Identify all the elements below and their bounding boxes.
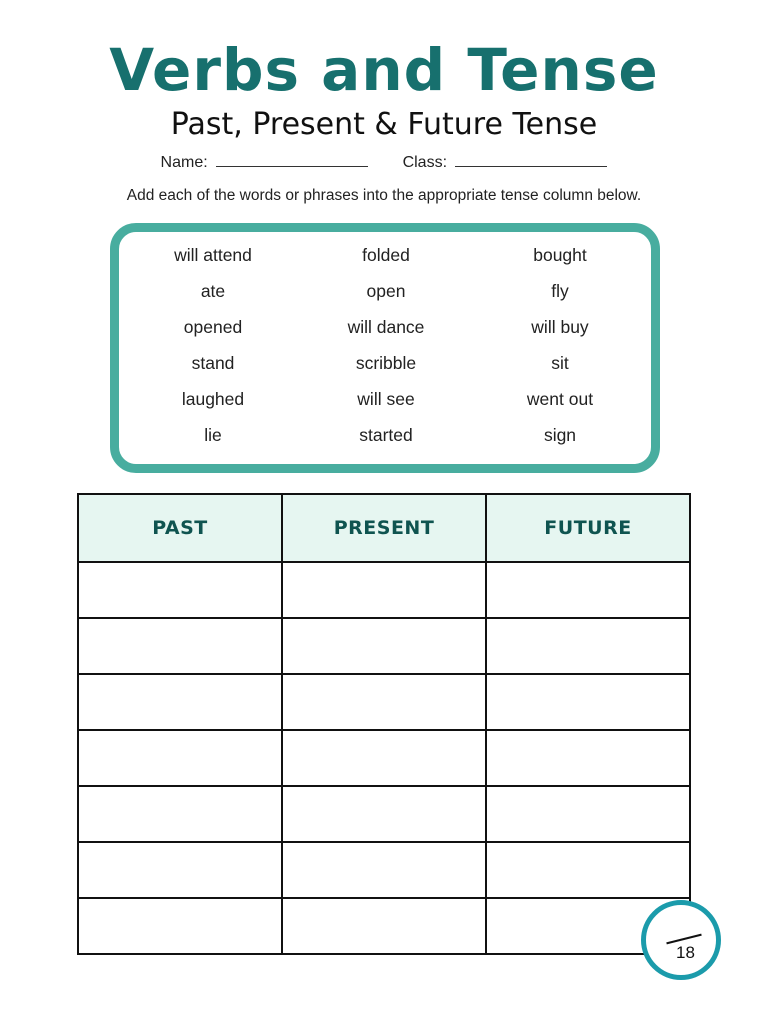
table-cell[interactable] bbox=[282, 898, 486, 954]
table-cell[interactable] bbox=[486, 786, 690, 842]
word-bank-item: laughed bbox=[181, 389, 245, 409]
score-badge bbox=[641, 900, 721, 980]
table-cell[interactable] bbox=[78, 842, 282, 898]
table-cell[interactable] bbox=[78, 562, 282, 618]
name-label: Name: bbox=[160, 154, 208, 171]
word-bank-item: bought bbox=[533, 245, 587, 265]
table-cell[interactable] bbox=[78, 618, 282, 674]
word-bank-item: folded bbox=[362, 245, 410, 265]
table-row bbox=[78, 562, 690, 618]
worksheet-title: Verbs and Tense bbox=[109, 36, 659, 104]
table-cell[interactable] bbox=[78, 730, 282, 786]
instructions: Add each of the words or phrases into the appropriate tense column below. bbox=[126, 187, 642, 204]
word-bank-item: will see bbox=[357, 389, 415, 409]
class-blank[interactable] bbox=[455, 152, 607, 167]
class-label: Class: bbox=[402, 154, 448, 171]
table-row bbox=[78, 898, 690, 954]
table-row bbox=[78, 786, 690, 842]
word-bank-grid bbox=[128, 244, 642, 460]
table-row bbox=[78, 842, 690, 898]
table-cell[interactable] bbox=[486, 618, 690, 674]
word-bank-item: will dance bbox=[347, 317, 425, 337]
word-bank-item: lie bbox=[204, 425, 222, 445]
table-row bbox=[78, 618, 690, 674]
word-bank-item: will attend bbox=[174, 245, 252, 265]
table-cell[interactable] bbox=[282, 786, 486, 842]
word-bank-item: fly bbox=[551, 281, 569, 301]
table-cell[interactable] bbox=[282, 562, 486, 618]
table-cell[interactable] bbox=[486, 730, 690, 786]
table-cell[interactable] bbox=[282, 618, 486, 674]
table-cell[interactable] bbox=[486, 562, 690, 618]
column-header-past: PAST bbox=[78, 494, 282, 562]
tense-table bbox=[77, 493, 691, 955]
word-bank-item: sign bbox=[543, 425, 577, 445]
table-cell[interactable] bbox=[282, 674, 486, 730]
word-bank-item: will buy bbox=[531, 317, 589, 337]
word-bank-item: open bbox=[366, 281, 406, 301]
table-cell[interactable] bbox=[486, 842, 690, 898]
table-cell[interactable] bbox=[78, 674, 282, 730]
name-blank[interactable] bbox=[216, 152, 368, 167]
table-cell[interactable] bbox=[282, 842, 486, 898]
word-bank-item: started bbox=[359, 425, 413, 445]
column-header-present: PRESENT bbox=[282, 494, 486, 562]
table-row bbox=[78, 674, 690, 730]
table-cell[interactable] bbox=[78, 786, 282, 842]
table-cell[interactable] bbox=[78, 898, 282, 954]
word-bank-item: ate bbox=[200, 281, 226, 301]
word-bank-item: scribble bbox=[355, 353, 417, 373]
worksheet-subtitle: Past, Present & Future Tense bbox=[170, 107, 598, 142]
word-bank-item: opened bbox=[183, 317, 243, 337]
word-bank-item: stand bbox=[191, 353, 235, 373]
tense-header-row bbox=[78, 494, 690, 562]
table-cell[interactable] bbox=[486, 674, 690, 730]
score-total: 18 bbox=[676, 943, 695, 962]
column-header-future: FUTURE bbox=[486, 494, 690, 562]
word-bank-item: sit bbox=[551, 353, 569, 373]
word-bank-box bbox=[110, 223, 660, 473]
table-row bbox=[78, 730, 690, 786]
student-info-row bbox=[0, 152, 768, 172]
word-bank-item: went out bbox=[526, 389, 594, 409]
table-cell[interactable] bbox=[282, 730, 486, 786]
